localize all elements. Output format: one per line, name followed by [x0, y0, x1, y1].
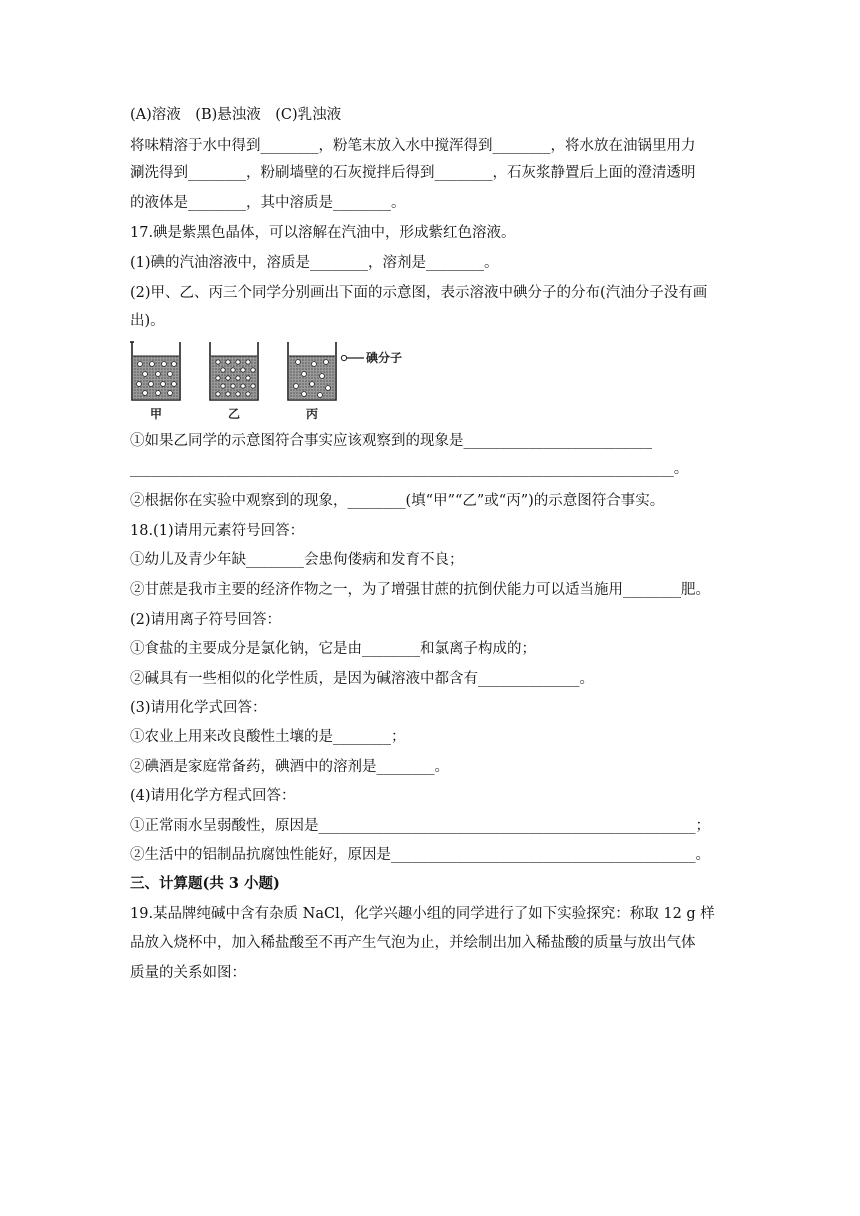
beaker-bing [288, 342, 336, 400]
beaker-label-jia: 甲 [150, 407, 163, 421]
section-heading-calculation: 三、计算题(共 3 小题) [130, 875, 280, 892]
question-18-3-a: ①农业上用来改良酸性土壤的是________； [130, 729, 406, 745]
beaker-yi [210, 342, 258, 400]
question-17-sub-1-line-2: ___________________________________________________________________________。 [130, 461, 689, 477]
question-18-2-b: ②碱具有一些相似的化学性质，是因为碱溶液中都含有______________。 [130, 671, 594, 687]
question-18-part-4: (4)请用化学方程式回答： [130, 788, 296, 804]
legend-label: 碘分子 [366, 351, 403, 365]
question-19-line-3: 质量的关系如图： [130, 965, 246, 981]
question-18-part-2: (2)请用离子符号回答： [130, 612, 282, 628]
beaker-jia [130, 342, 180, 400]
question-18-1-a: ①幼儿及青少年缺________会患佝偻病和发育不良； [130, 552, 464, 568]
question-17-part-1: (1)碘的汽油溶液中，溶质是________，溶剂是________。 [130, 255, 499, 271]
beakers-figure [128, 338, 428, 422]
question-18-part-1: 18.(1)请用元素符号回答： [130, 523, 305, 539]
options-line: (A)溶液 (B)悬浊液 (C)乳浊液 [130, 107, 342, 123]
question-16-line-2: 涮洗得到________，粉刷墙壁的石灰搅拌后得到________，石灰浆静置后上面的澄清透明 [130, 165, 696, 181]
question-17-sub-1-line-1: ①如果乙同学的示意图符合事实应该观察到的现象是__________________________ [130, 433, 652, 449]
beaker-label-yi: 乙 [228, 407, 241, 421]
question-16-line-3: 的液体是________，其中溶质是________。 [130, 195, 406, 211]
question-17-part-2-line-2: 出)。 [130, 313, 165, 329]
question-17-sub-2: ②根据你在实验中观察到的现象，________(填“甲”“乙”或“丙”)的示意图符合事实。 [130, 493, 665, 509]
question-19-line-1: 19.某品牌纯碱中含有杂质 NaCl，化学兴趣小组的同学进行了如下实验探究：称取 12 g 样 [130, 906, 715, 922]
question-17-title: 17.碘是紫黑色晶体，可以溶解在汽油中，形成紫红色溶液。 [130, 225, 516, 241]
question-18-4-b: ②生活中的铝制品抗腐蚀性能好，原因是__________________________________________。 [130, 847, 710, 863]
question-16-line-1: 将味精溶于水中得到________，粉笔末放入水中搅浑得到________，将水放在油锅里用力 [130, 138, 696, 154]
question-17-part-2-line-1: (2)甲、乙、丙三个同学分别画出下面的示意图，表示溶液中碘分子的分布(汽油分子没有画 [130, 285, 708, 301]
legend-iodine-molecule [341, 350, 402, 365]
question-18-2-a: ①食盐的主要成分是氯化钠，它是由________和氯离子构成的； [130, 641, 536, 657]
question-18-4-a: ①正常雨水呈弱酸性，原因是____________________________________________________； [130, 818, 710, 834]
question-18-part-3: (3)请用化学式回答： [130, 700, 267, 716]
beaker-label-bing: 丙 [306, 407, 319, 421]
question-19-line-2: 品放入烧杯中，加入稀盐酸至不再产生气泡为止，并绘制出加入稀盐酸的质量与放出气体 [130, 935, 696, 951]
question-18-1-b: ②甘蔗是我市主要的经济作物之一，为了增强甘蔗的抗倒伏能力可以适当施用________肥。 [130, 582, 710, 598]
question-18-3-b: ②碘酒是家庭常备药，碘酒中的溶剂是________。 [130, 759, 449, 775]
